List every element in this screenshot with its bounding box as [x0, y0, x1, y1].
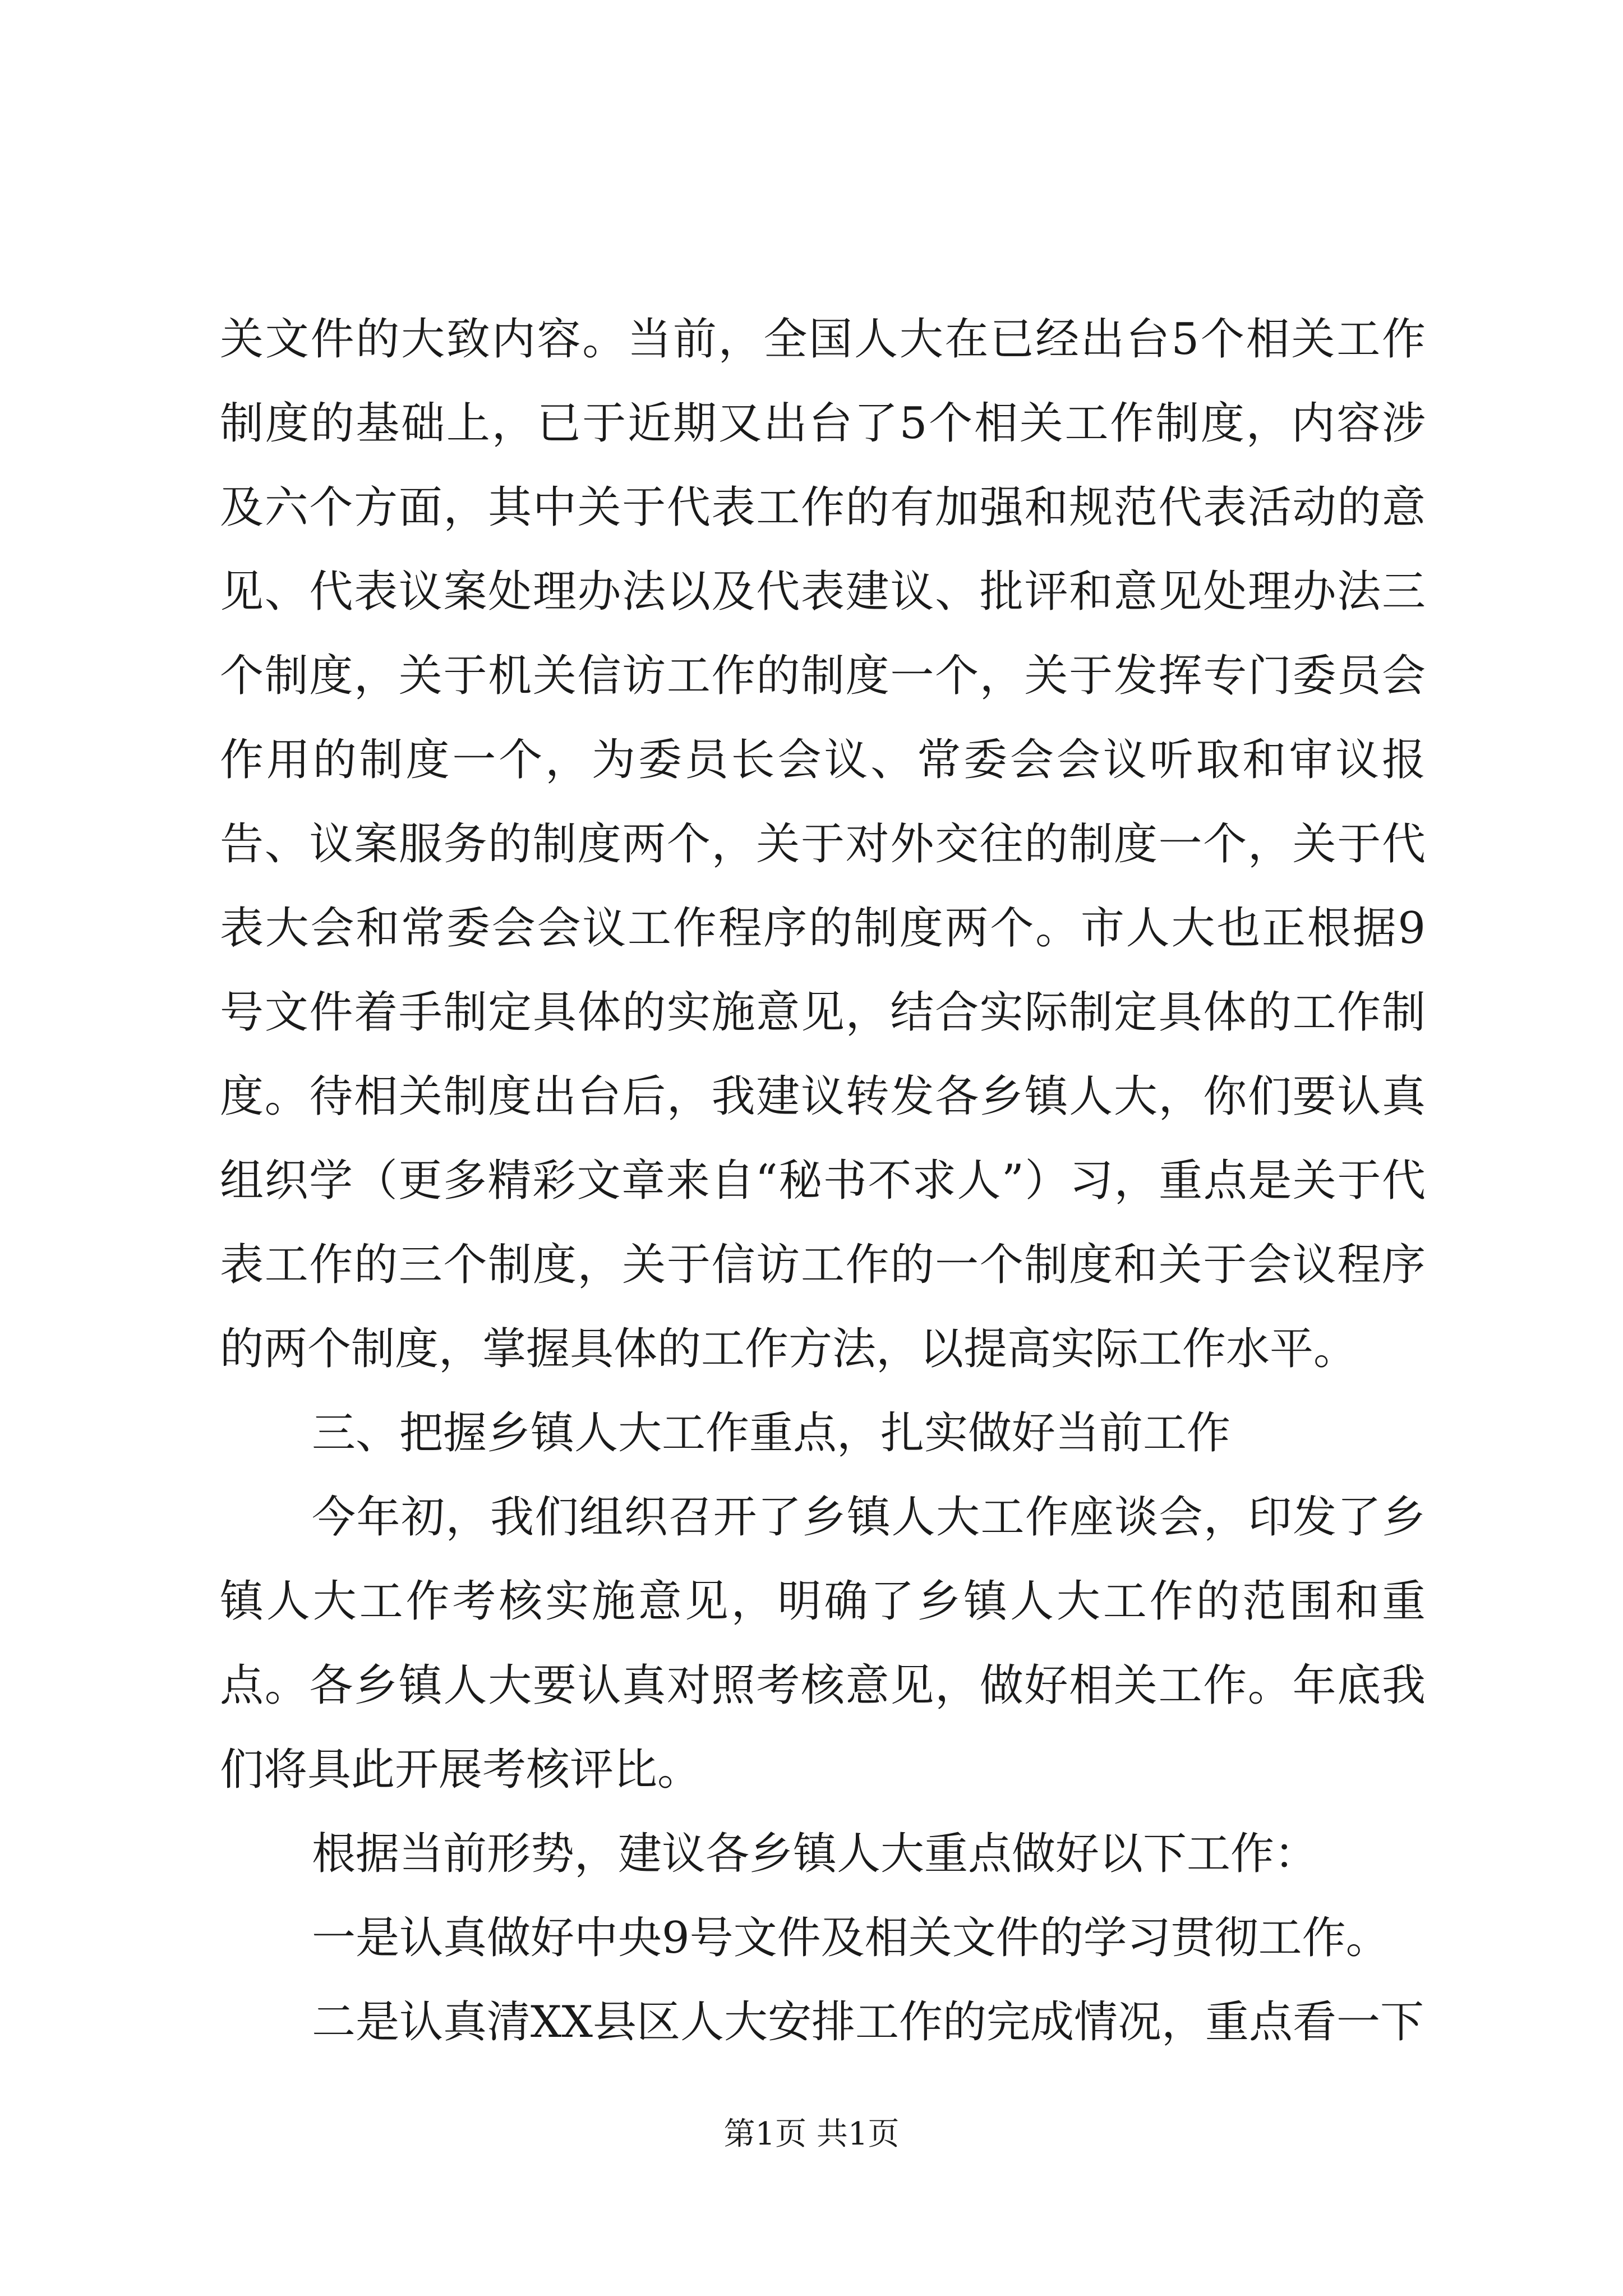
page-footer: 第1页 共1页 [723, 2116, 900, 2152]
document-body [220, 297, 1426, 2064]
paragraph-continuation: 关文件的大致内容。当前，全国人大在已经出台5个相关工作制度的基础上，已于近期又出台了5个相关工作制度，内容涉及六个方面，其中关于代表工作的有加强和规范代表活动的意见、代表议案处理办法以及代表建议、批评和意见处理办法三个制度，关于机关信访工作的制度一个，关于发挥专门委员会作用的制度一个，为委员长会议、常委会会议听取和审议报告、议案服务的制度两个，关于对外交往的制度一个，关于代表大会和常委会会议工作程序的制度两个。市人大也正根据9号文件着手制定具体的实施意见，结合实际制定具体的工作制度。待相关制度出台后，我建议转发各乡镇人大，你们要认真组织学（更多精彩文章来自“秘书不求人”）习，重点是关于代表工作的三个制度，关于信访工作的一个制度和关于会议程序的两个制度，掌握具体的工作方法，以提高实际工作水平。 [220, 314, 1426, 1374]
list-item: 二是认真清XX县区人大安排工作的完成情况，重点看一下 [312, 1997, 1424, 2047]
paragraph: 根据当前形势，建议各乡镇人大重点做好以下工作： [312, 1829, 1318, 1879]
list-item: 一是认真做好中央9号文件及相关文件的学习贯彻工作。 [312, 1913, 1390, 1963]
section-heading: 三、把握乡镇人大工作重点，扎实做好当前工作 [312, 1408, 1231, 1458]
paragraph: 今年初，我们组织召开了乡镇人大工作座谈会，印发了乡镇人大工作考核实施意见，明确了乡镇人大工作的范围和重点。各乡镇人大要认真对照考核意见，做好相关工作。年底我们将具此开展考核评比。 [220, 1492, 1426, 1795]
